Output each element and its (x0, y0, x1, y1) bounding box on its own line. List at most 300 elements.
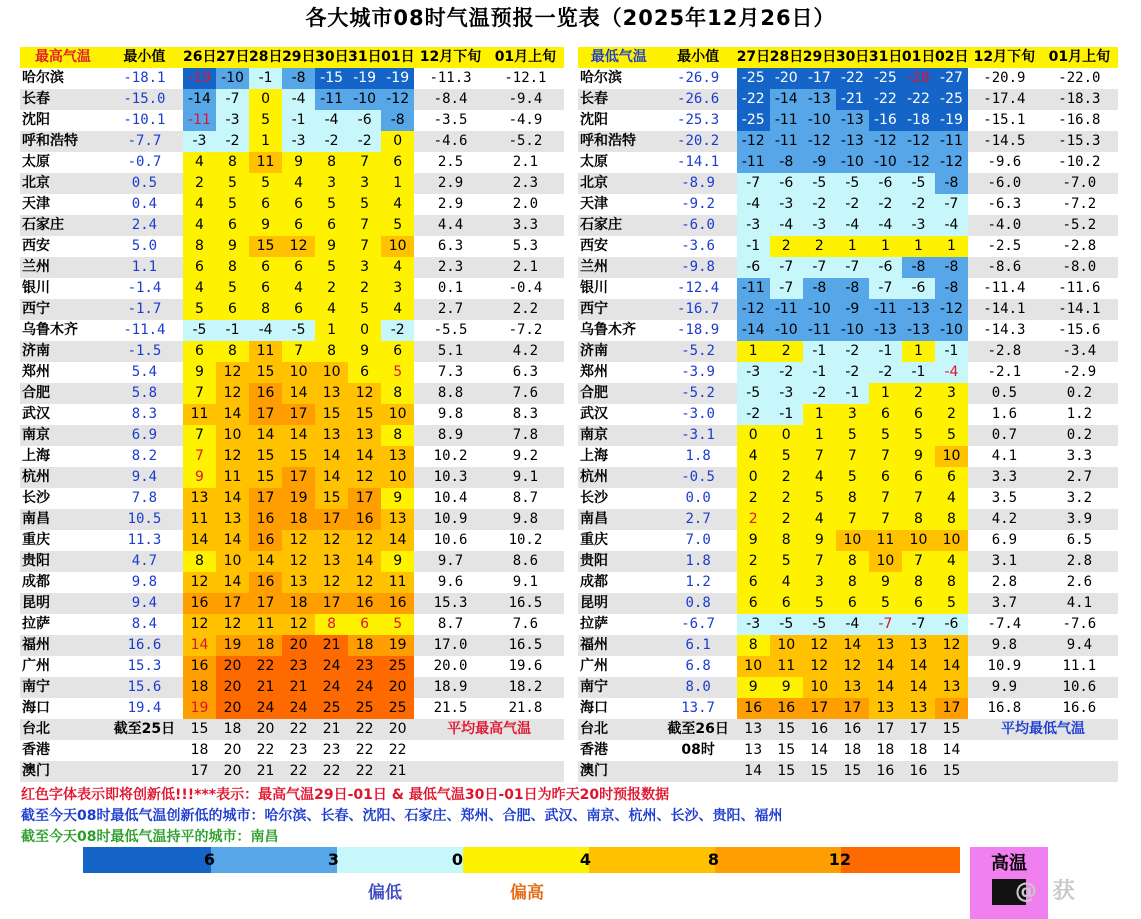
min-value: 1.8 (660, 446, 737, 467)
temp-cell: 9 (869, 572, 902, 593)
temp-cell: 2 (770, 467, 803, 488)
min-value: -9.2 (660, 194, 737, 215)
temp-cell: 1 (902, 236, 935, 257)
temp-cell: 0 (770, 425, 803, 446)
temp-cell: 20 (216, 698, 249, 719)
avg-value: 18.2 (487, 677, 564, 698)
temp-cell: -19 (348, 68, 381, 89)
temp-cell: -3 (737, 614, 770, 635)
temp-cell: 11 (249, 614, 282, 635)
temp-cell: 11 (183, 509, 216, 530)
city-name: 南宁 (578, 677, 660, 698)
avg-value: 3.7 (968, 593, 1041, 614)
temp-cell: 1 (381, 173, 414, 194)
temp-cell: 9 (902, 446, 935, 467)
temp-cell: 7 (183, 383, 216, 404)
avg-note (968, 740, 1118, 761)
avg-value: -20.9 (968, 68, 1041, 89)
temp-cell: 15 (803, 761, 836, 782)
temp-cell: 13 (737, 719, 770, 740)
temp-cell: 10 (282, 362, 315, 383)
temp-cell: 11 (183, 404, 216, 425)
temp-cell: 22 (282, 761, 315, 782)
avg-value: 7.3 (414, 362, 487, 383)
temp-cell: 8 (935, 572, 968, 593)
avg-value: -9.6 (968, 152, 1041, 173)
city-name: 太原 (20, 152, 106, 173)
temp-cell: 12 (348, 530, 381, 551)
low-row (578, 467, 1118, 488)
low-row (578, 341, 1118, 362)
low-row (578, 89, 1118, 110)
high-col-header: 30日 (315, 47, 348, 68)
temp-cell: -8 (282, 68, 315, 89)
temp-cell: -5 (282, 320, 315, 341)
temp-cell: -13 (836, 131, 869, 152)
temp-cell: 5 (381, 362, 414, 383)
temp-cell: -11 (737, 152, 770, 173)
min-value: 6.8 (660, 656, 737, 677)
avg-value: 16.8 (968, 698, 1041, 719)
low-row (578, 677, 1118, 698)
temp-cell: 7 (902, 488, 935, 509)
avg-value: 2.5 (414, 152, 487, 173)
low-row (578, 131, 1118, 152)
temp-cell: 17 (249, 488, 282, 509)
high-row (20, 383, 564, 404)
temp-cell: 9 (183, 467, 216, 488)
temp-cell: 12 (803, 635, 836, 656)
temp-cell: 17 (183, 761, 216, 782)
legend-label-3: 3 (327, 850, 339, 869)
temp-cell: 13 (216, 509, 249, 530)
min-value: 9.4 (106, 467, 183, 488)
avg-value: 8.7 (487, 488, 564, 509)
avg-value: -15.6 (1041, 320, 1118, 341)
temp-cell: -6 (869, 257, 902, 278)
city-name: 成都 (20, 572, 106, 593)
temp-cell: -7 (869, 278, 902, 299)
temp-cell: 6 (249, 257, 282, 278)
temp-cell: 4 (381, 194, 414, 215)
temp-cell: 5 (348, 194, 381, 215)
temp-cell: -21 (836, 89, 869, 110)
temp-cell: -3 (803, 215, 836, 236)
avg-value: -5.2 (487, 131, 564, 152)
temp-cell: 15 (315, 488, 348, 509)
avg-value: -15.3 (1041, 131, 1118, 152)
temp-cell: -13 (902, 299, 935, 320)
temp-cell: -12 (381, 89, 414, 110)
avg-value: -10.2 (1041, 152, 1118, 173)
temp-cell: 7 (836, 446, 869, 467)
temp-cell: -4 (836, 215, 869, 236)
low-row (578, 551, 1118, 572)
legend-label-0: 0 (451, 850, 463, 869)
temp-cell: -6 (770, 173, 803, 194)
temp-cell: 0 (249, 89, 282, 110)
city-name: 兰州 (20, 257, 106, 278)
temp-cell: -5 (183, 320, 216, 341)
city-name: 合肥 (20, 383, 106, 404)
temp-cell: 10 (803, 677, 836, 698)
temp-cell: -6 (869, 173, 902, 194)
temp-cell: 6 (902, 593, 935, 614)
city-name: 长春 (578, 89, 660, 110)
temp-cell: -4 (282, 89, 315, 110)
temp-cell: 22 (282, 719, 315, 740)
temp-cell: -3 (183, 131, 216, 152)
temp-cell: -11 (315, 89, 348, 110)
avg-value: -0.4 (487, 278, 564, 299)
temp-cell: -1 (836, 383, 869, 404)
temp-cell: -4 (737, 194, 770, 215)
temp-cell: 13 (282, 572, 315, 593)
high-row (20, 530, 564, 551)
avg-value: -4.9 (487, 110, 564, 131)
temp-cell: 17 (869, 719, 902, 740)
temp-cell: 7 (836, 509, 869, 530)
avg-value: -2.9 (1041, 362, 1118, 383)
temp-cell: -1 (902, 362, 935, 383)
min-value: -9.8 (660, 257, 737, 278)
temp-cell: -2 (737, 404, 770, 425)
temp-cell: 15 (770, 719, 803, 740)
temp-cell: -22 (902, 89, 935, 110)
min-value: 11.3 (106, 530, 183, 551)
temp-cell: 14 (836, 635, 869, 656)
high-row (20, 425, 564, 446)
high-row (20, 677, 564, 698)
temp-cell: 6 (348, 362, 381, 383)
temp-cell: -12 (935, 299, 968, 320)
temp-cell: 8 (836, 551, 869, 572)
footnote-record-low: 截至今天08时最低气温创新低的城市：哈尔滨、长春、沈阳、石家庄、郑州、合肥、武汉、南京、杭州、长沙、贵阳、福州 (21, 808, 783, 824)
temp-cell: 14 (216, 530, 249, 551)
high-col-header: 27日 (216, 47, 249, 68)
city-name: 济南 (20, 341, 106, 362)
avg-value: -16.8 (1041, 110, 1118, 131)
temp-cell: -22 (836, 68, 869, 89)
temp-cell: 10 (935, 446, 968, 467)
high-row (20, 320, 564, 341)
avg-value: 21.8 (487, 698, 564, 719)
min-value: 4.7 (106, 551, 183, 572)
avg-value: 6.5 (1041, 530, 1118, 551)
avg-value: 2.7 (1041, 467, 1118, 488)
temp-cell: -8 (803, 278, 836, 299)
avg-value: 4.1 (1041, 593, 1118, 614)
high-col-header: 31日 (348, 47, 381, 68)
temp-cell: 9 (249, 215, 282, 236)
temp-cell: -19 (381, 68, 414, 89)
temp-cell: 17 (836, 698, 869, 719)
avg-value: -6.0 (968, 173, 1041, 194)
temp-cell: 17 (935, 698, 968, 719)
temp-cell: 1 (737, 341, 770, 362)
avg-value: 2.8 (968, 572, 1041, 593)
temp-cell: -4 (935, 362, 968, 383)
temp-cell: -1 (282, 110, 315, 131)
avg-value: -11.3 (414, 68, 487, 89)
temp-cell: 18 (183, 740, 216, 761)
temp-cell: 13 (737, 740, 770, 761)
temp-cell: 20 (216, 761, 249, 782)
min-value: -3.1 (660, 425, 737, 446)
legend-label-8: 8 (707, 850, 719, 869)
temp-cell: 5 (249, 110, 282, 131)
avg-value: -17.4 (968, 89, 1041, 110)
city-name: 杭州 (20, 467, 106, 488)
temp-cell: 14 (737, 761, 770, 782)
avg-value: 11.1 (1041, 656, 1118, 677)
high-row (20, 68, 564, 89)
avg-value: -7.0 (1041, 173, 1118, 194)
temp-cell: 2 (737, 509, 770, 530)
temp-cell: -2 (836, 194, 869, 215)
avg-value: 9.6 (414, 572, 487, 593)
avg-value: 8.8 (414, 383, 487, 404)
city-name: 北京 (578, 173, 660, 194)
temp-cell: 19 (282, 488, 315, 509)
min-value: -16.7 (660, 299, 737, 320)
avg-value: 4.2 (968, 509, 1041, 530)
temp-cell: 12 (935, 635, 968, 656)
city-name: 昆明 (20, 593, 106, 614)
temp-cell: -22 (869, 89, 902, 110)
temp-cell: 25 (381, 698, 414, 719)
low-col-header: 最低气温 (578, 47, 660, 68)
temp-cell: 3 (348, 257, 381, 278)
temp-cell: -11 (770, 110, 803, 131)
temp-cell: 12 (348, 467, 381, 488)
temp-cell: 15 (770, 761, 803, 782)
avg-value: -22.0 (1041, 68, 1118, 89)
low-row (578, 194, 1118, 215)
low-row (578, 698, 1118, 719)
low-col-header: 31日 (869, 47, 902, 68)
temp-cell: -7 (216, 89, 249, 110)
min-value: -1.5 (106, 341, 183, 362)
temp-cell: -2 (803, 194, 836, 215)
min-value: -15.0 (106, 89, 183, 110)
temp-cell: -10 (836, 320, 869, 341)
min-value: -18.1 (106, 68, 183, 89)
avg-value: -2.8 (1041, 236, 1118, 257)
avg-note (968, 761, 1118, 782)
high-row (20, 152, 564, 173)
min-value: 8.2 (106, 446, 183, 467)
min-value: -0.5 (660, 467, 737, 488)
temp-cell: -12 (902, 131, 935, 152)
city-name: 拉萨 (20, 614, 106, 635)
legend-low-label: 偏低 (368, 883, 402, 903)
temp-cell: 17 (902, 719, 935, 740)
temp-cell: -3 (216, 110, 249, 131)
temp-cell: 14 (249, 425, 282, 446)
temp-cell: 4 (737, 446, 770, 467)
low-col-header: 29日 (803, 47, 836, 68)
min-value: 15.6 (106, 677, 183, 698)
temp-cell: 14 (803, 740, 836, 761)
temp-cell: 14 (902, 677, 935, 698)
temp-cell: 12 (216, 362, 249, 383)
temp-cell: 6 (381, 341, 414, 362)
low-row (578, 362, 1118, 383)
city-name: 上海 (578, 446, 660, 467)
temp-cell: -15 (315, 68, 348, 89)
min-value: 截至26日 (660, 719, 737, 740)
low-row (578, 593, 1118, 614)
temp-cell: -8 (935, 278, 968, 299)
city-name: 武汉 (20, 404, 106, 425)
temp-cell: 16 (737, 698, 770, 719)
temp-cell: 14 (869, 656, 902, 677)
temp-cell: 8 (183, 551, 216, 572)
avg-value: 9.7 (414, 551, 487, 572)
low-row (578, 656, 1118, 677)
temp-cell: 7 (902, 551, 935, 572)
temp-cell: 2 (348, 278, 381, 299)
avg-value: 10.9 (414, 509, 487, 530)
temp-cell: -3 (737, 215, 770, 236)
min-value (660, 761, 737, 782)
temp-cell: 14 (935, 740, 968, 761)
temp-cell: 2 (935, 404, 968, 425)
low-row (578, 257, 1118, 278)
temp-cell: 11 (216, 467, 249, 488)
temp-cell: 4 (282, 278, 315, 299)
temp-cell: -28 (902, 68, 935, 89)
avg-value: 17.0 (414, 635, 487, 656)
temp-cell: 12 (315, 530, 348, 551)
low-row (578, 572, 1118, 593)
temp-cell: 21 (315, 635, 348, 656)
temp-cell: -11 (935, 131, 968, 152)
avg-value: 2.6 (1041, 572, 1118, 593)
min-value: -0.7 (106, 152, 183, 173)
avg-value: -7.2 (1041, 194, 1118, 215)
temp-cell: 10 (902, 530, 935, 551)
avg-value: 0.2 (1041, 425, 1118, 446)
temp-cell: 6 (282, 194, 315, 215)
avg-value: 2.9 (414, 173, 487, 194)
temp-cell: 3 (381, 278, 414, 299)
temp-cell: 5 (183, 299, 216, 320)
temp-cell: 16 (770, 698, 803, 719)
temp-cell: 12 (282, 551, 315, 572)
min-value: 15.3 (106, 656, 183, 677)
temp-cell: -8 (902, 257, 935, 278)
temp-cell: 0 (737, 467, 770, 488)
avg-value: -6.3 (968, 194, 1041, 215)
low-col-header: 27日 (737, 47, 770, 68)
avg-value: -5.2 (1041, 215, 1118, 236)
temp-cell: 22 (348, 740, 381, 761)
avg-value: 16.5 (487, 593, 564, 614)
high-row (20, 278, 564, 299)
min-value: 8.0 (660, 677, 737, 698)
temp-cell: 20 (249, 719, 282, 740)
min-value: -25.3 (660, 110, 737, 131)
temp-cell: -1 (869, 341, 902, 362)
temp-cell: -5 (803, 173, 836, 194)
temp-cell: 16 (803, 719, 836, 740)
temp-cell: -2 (216, 131, 249, 152)
city-name: 福州 (578, 635, 660, 656)
low-col-header: 12月下旬 (968, 47, 1041, 68)
temp-cell: -8 (770, 152, 803, 173)
low-col-header: 01日 (902, 47, 935, 68)
low-row (578, 173, 1118, 194)
temp-cell: 9 (737, 677, 770, 698)
temp-cell: 8 (315, 614, 348, 635)
temp-cell: -10 (803, 110, 836, 131)
city-name: 福州 (20, 635, 106, 656)
high-extra-row (20, 761, 564, 782)
page-title: 各大城市08时气温预报一览表（2025年12月26日） (305, 6, 836, 30)
temp-cell: 9 (381, 551, 414, 572)
high-row (20, 299, 564, 320)
temp-cell: 5 (836, 467, 869, 488)
temp-cell: 17 (216, 593, 249, 614)
high-row (20, 509, 564, 530)
avg-value: 8.3 (487, 404, 564, 425)
high-row (20, 446, 564, 467)
temp-cell: 10 (869, 551, 902, 572)
temp-cell: -1 (249, 68, 282, 89)
temp-cell: 22 (381, 740, 414, 761)
city-name: 南京 (20, 425, 106, 446)
min-value: 0.4 (106, 194, 183, 215)
temp-cell: -11 (770, 299, 803, 320)
temp-cell: -4 (836, 614, 869, 635)
temp-cell: 15 (315, 404, 348, 425)
low-row (578, 488, 1118, 509)
temp-cell: 16 (348, 593, 381, 614)
footnote-red: 红色字体表示即将创新低!!!***表示：最高气温29日-01日 & 最低气温30日-01日为昨天20时预报数据 (21, 787, 670, 803)
avg-value: 3.1 (968, 551, 1041, 572)
temp-cell: -11 (803, 320, 836, 341)
avg-value: 8.7 (414, 614, 487, 635)
temp-cell: 7 (869, 446, 902, 467)
min-value: 8.3 (106, 404, 183, 425)
temp-cell: 7 (803, 551, 836, 572)
temp-cell: 18 (902, 740, 935, 761)
temp-cell: -25 (737, 110, 770, 131)
city-name: 香港 (578, 740, 660, 761)
low-extra-row (578, 761, 1118, 782)
temp-cell: 5 (902, 425, 935, 446)
temp-cell: 8 (216, 152, 249, 173)
temp-cell: 7 (803, 446, 836, 467)
city-name: 乌鲁木齐 (20, 320, 106, 341)
city-name: 石家庄 (578, 215, 660, 236)
temp-cell: 15 (183, 719, 216, 740)
temp-cell: 4 (381, 299, 414, 320)
temp-cell: 22 (348, 719, 381, 740)
avg-value: 18.9 (414, 677, 487, 698)
temp-cell: 12 (282, 530, 315, 551)
high-extra-row (20, 719, 564, 740)
temp-cell: 12 (315, 572, 348, 593)
temp-cell: 9 (803, 530, 836, 551)
avg-value: 4.1 (968, 446, 1041, 467)
temp-cell: 22 (348, 761, 381, 782)
legend-seg-dark-orange (841, 847, 960, 873)
temp-cell: -3 (737, 362, 770, 383)
temp-cell: 6 (869, 404, 902, 425)
